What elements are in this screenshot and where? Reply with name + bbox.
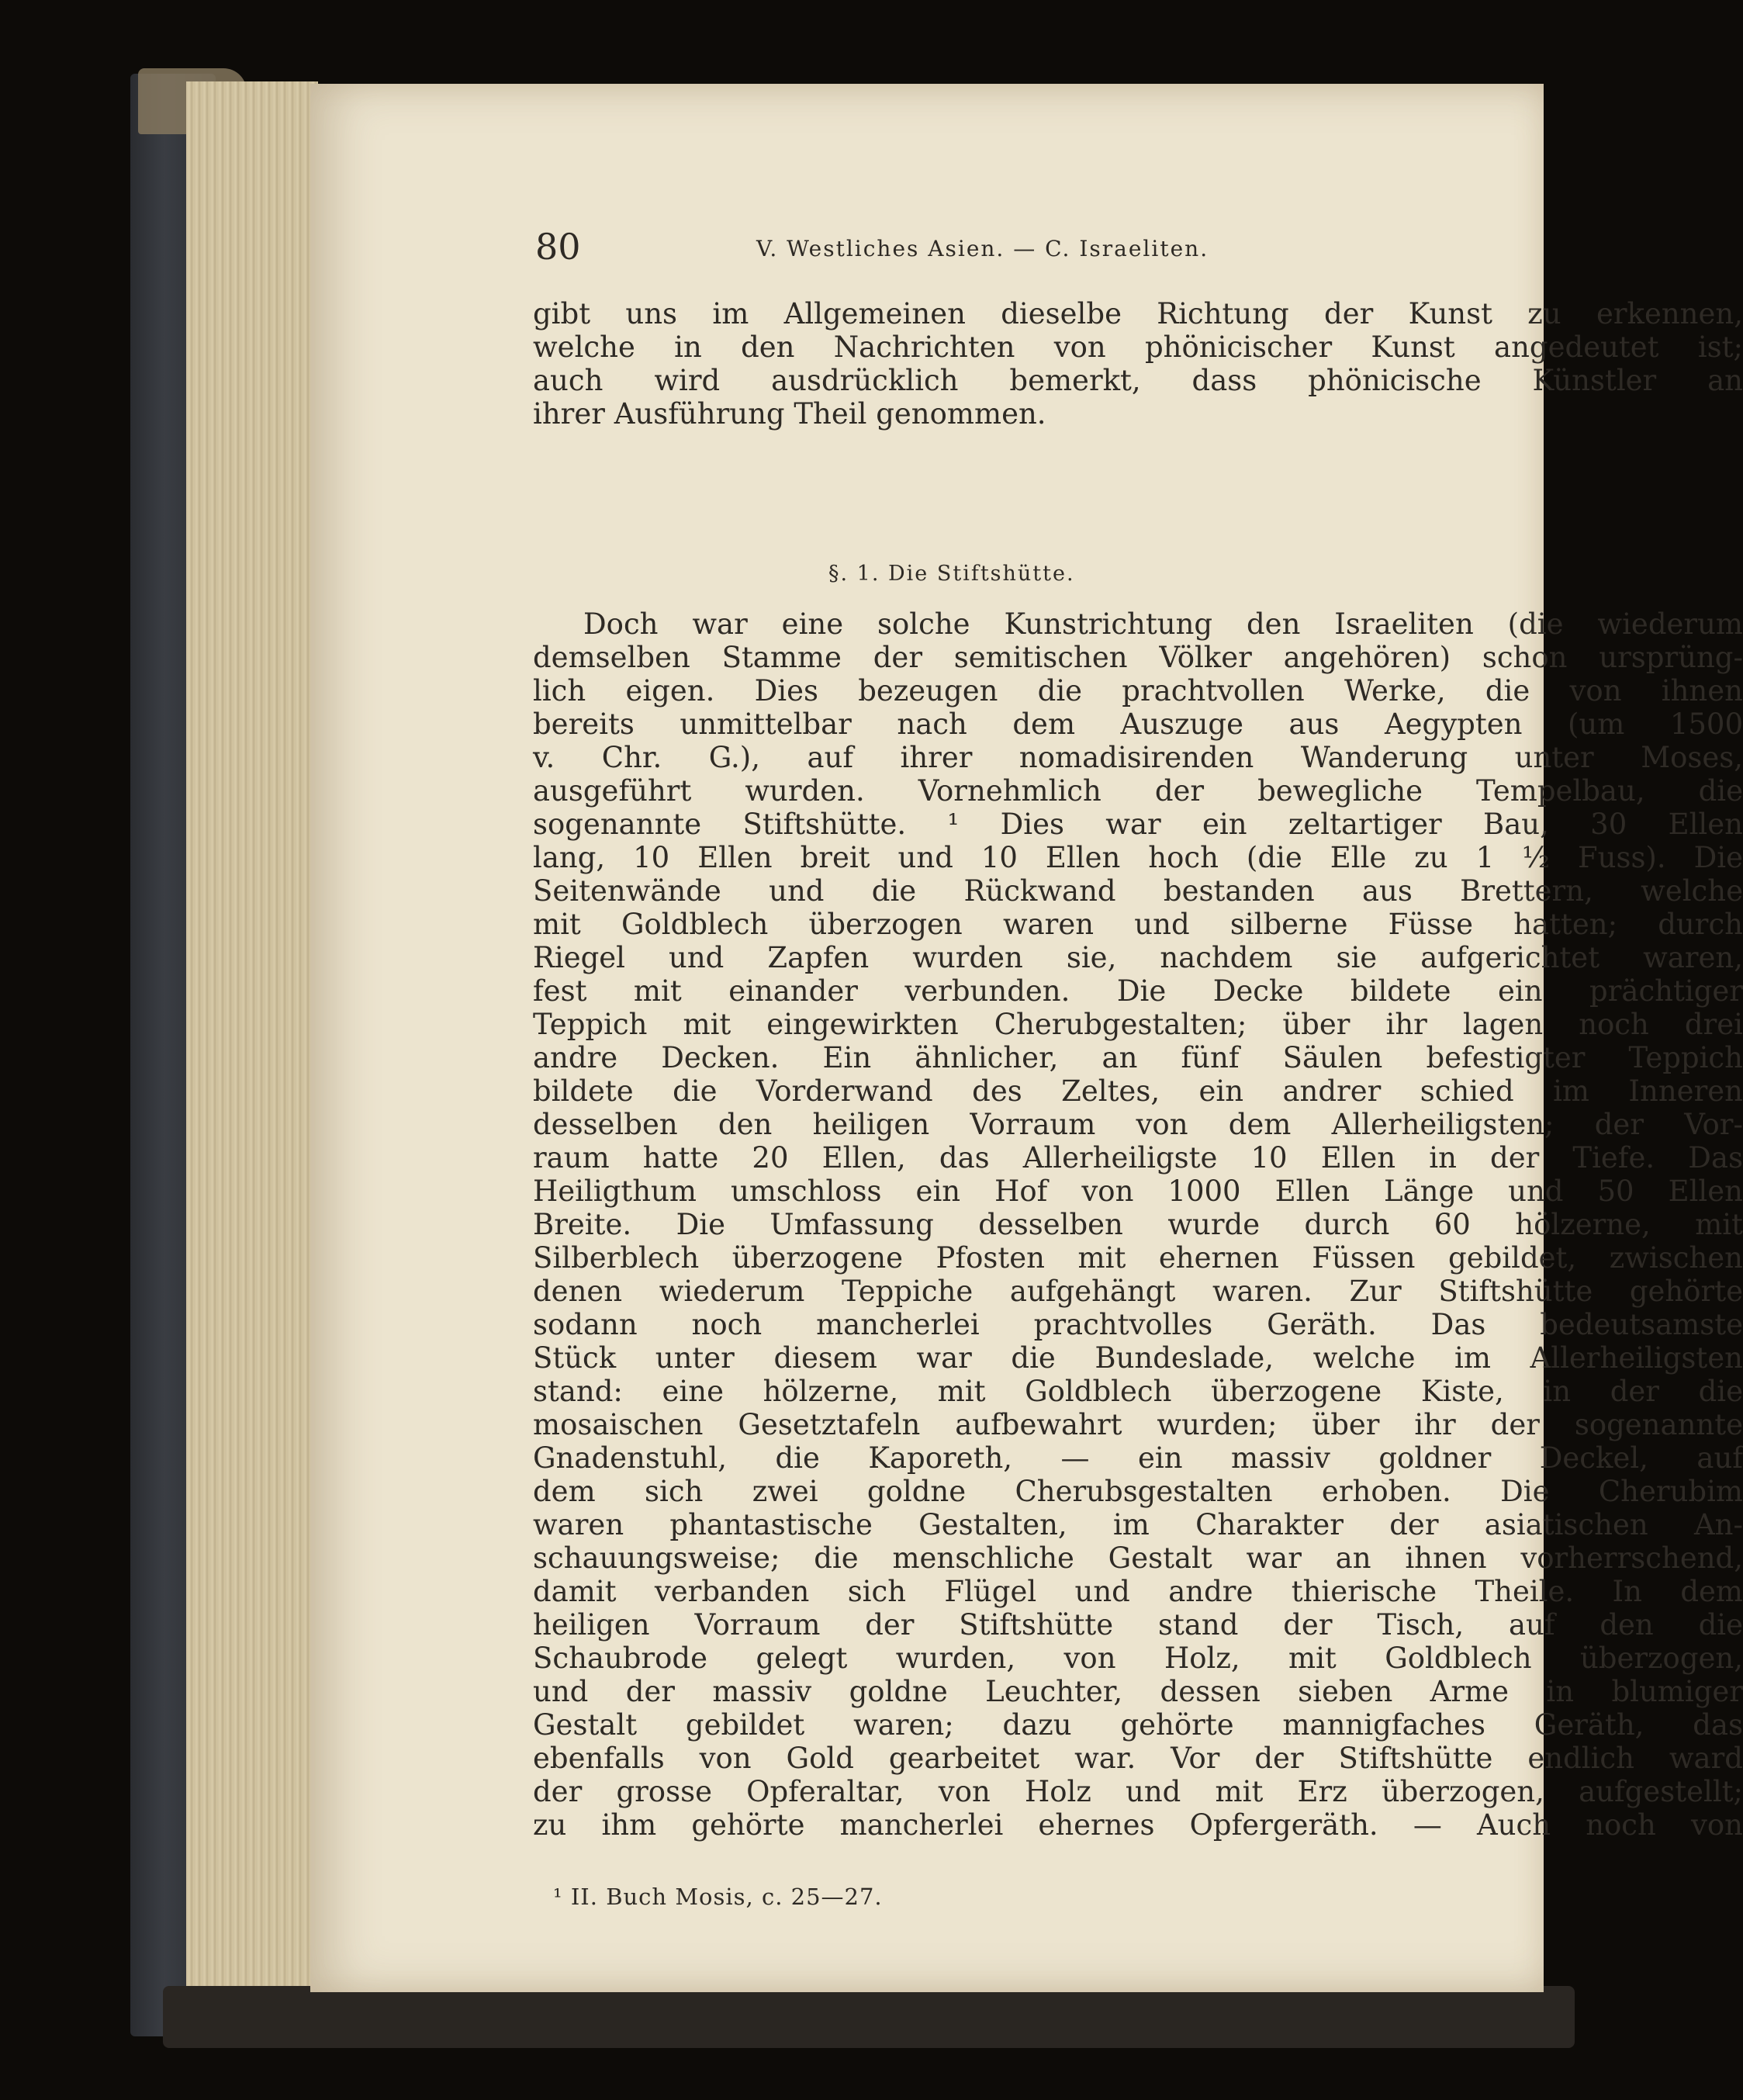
text-line: welche in den Nachrichten von phönicischer Kunst angedeutet ist; xyxy=(533,330,1743,364)
running-title: V. Westliches Asien. — C. Israeliten. xyxy=(756,236,1209,261)
text-line: lich eigen. Dies bezeugen die prachtvollen Werke, die von ihnen xyxy=(533,674,1743,707)
section-heading: §. 1. Die Stiftshütte. xyxy=(828,562,1075,586)
text-line: desselben den heiligen Vorraum von dem Allerheiligsten; der Vor- xyxy=(533,1108,1743,1141)
text-line: Gestalt gebildet waren; dazu gehörte mannigfaches Geräth, das xyxy=(533,1708,1743,1742)
book-page xyxy=(310,84,1743,1992)
text-line: damit verbanden sich Flügel und andre thierische Theile. In dem xyxy=(533,1575,1743,1608)
intro-paragraph xyxy=(533,297,1743,431)
text-line: Teppich mit eingewirkten Cherubgestalten; über ihr lagen noch drei xyxy=(533,1008,1743,1041)
text-line: demselben Stamme der semitischen Völker angehören) schon ursprüng- xyxy=(533,641,1743,674)
text-line: schauungsweise; die menschliche Gestalt war an ihnen vorherrschend, xyxy=(533,1541,1743,1575)
footnote: ¹ II. Buch Mosis, c. 25—27. xyxy=(553,1884,883,1910)
text-line: Heiligthum umschloss ein Hof von 1000 Ellen Länge und 50 Ellen xyxy=(533,1175,1743,1208)
text-line: gibt uns im Allgemeinen dieselbe Richtung der Kunst zu erkennen, xyxy=(533,297,1743,330)
text-line: Breite. Die Umfassung desselben wurde durch 60 hölzerne, mit xyxy=(533,1208,1743,1241)
text-line: zu ihm gehörte mancherlei ehernes Opfergeräth. — Auch noch von xyxy=(533,1808,1743,1842)
text-line: ihrer Ausführung Theil genommen. xyxy=(533,397,1046,431)
page-number: 80 xyxy=(535,226,581,268)
text-line: und der massiv goldne Leuchter, dessen sieben Arme in blumiger xyxy=(533,1675,1743,1708)
text-line: der grosse Opferaltar, von Holz und mit Erz überzogen, aufgestellt; xyxy=(533,1775,1743,1808)
text-line: raum hatte 20 Ellen, das Allerheiligste 10 Ellen in der Tiefe. Das xyxy=(533,1141,1743,1175)
text-line: v. Chr. G.), auf ihrer nomadisirenden Wanderung unter Moses, xyxy=(533,741,1743,774)
text-line: auch wird ausdrücklich bemerkt, dass phönicische Künstler an xyxy=(533,364,1743,397)
text-line: ebenfalls von Gold gearbeitet war. Vor der Stiftshütte endlich ward xyxy=(533,1742,1743,1775)
text-line: mosaischen Gesetztafeln aufbewahrt wurden; über ihr der sogenannte xyxy=(533,1408,1743,1441)
text-line: waren phantastische Gestalten, im Charakter der asiatischen An- xyxy=(533,1508,1743,1541)
book-cover-bottom xyxy=(163,1986,1575,2048)
text-line: bildete die Vorderwand des Zeltes, ein andrer schied im Inneren xyxy=(533,1074,1743,1108)
text-line: heiligen Vorraum der Stiftshütte stand der Tisch, auf den die xyxy=(533,1608,1743,1642)
page-edges xyxy=(186,81,318,2009)
main-paragraph xyxy=(533,607,1743,1842)
text-line: Gnadenstuhl, die Kaporeth, — ein massiv goldner Deckel, auf xyxy=(533,1441,1743,1475)
text-line: fest mit einander verbunden. Die Decke bildete ein prächtiger xyxy=(533,974,1743,1008)
text-line: andre Decken. Ein ähnlicher, an fünf Säulen befestigter Teppich xyxy=(533,1041,1743,1074)
text-line: Seitenwände und die Rückwand bestanden aus Brettern, welche xyxy=(533,874,1743,908)
text-line: ausgeführt wurden. Vornehmlich der bewegliche Tempelbau, die xyxy=(533,774,1743,808)
text-line: sodann noch mancherlei prachtvolles Geräth. Das bedeutsamste xyxy=(533,1308,1743,1341)
running-header xyxy=(310,223,1544,270)
text-line: Doch war eine solche Kunstrichtung den Israeliten (die wiederum xyxy=(583,607,1743,641)
text-line: Schaubrode gelegt wurden, von Holz, mit Goldblech überzogen, xyxy=(533,1642,1743,1675)
text-line: Silberblech überzogene Pfosten mit ehernen Füssen gebildet, zwischen xyxy=(533,1241,1743,1275)
text-line: stand: eine hölzerne, mit Goldblech überzogene Kiste, in der die xyxy=(533,1375,1743,1408)
text-line: Stück unter diesem war die Bundeslade, welche im Allerheiligsten xyxy=(533,1341,1743,1375)
text-line: mit Goldblech überzogen waren und silberne Füsse hatten; durch xyxy=(533,908,1743,941)
text-line: sogenannte Stiftshütte. ¹ Dies war ein zeltartiger Bau, 30 Ellen xyxy=(533,808,1743,841)
text-line: bereits unmittelbar nach dem Auszuge aus Aegypten (um 1500 xyxy=(533,707,1743,741)
text-line: Riegel und Zapfen wurden sie, nachdem sie aufgerichtet waren, xyxy=(533,941,1743,974)
text-line: dem sich zwei goldne Cherubsgestalten erhoben. Die Cherubim xyxy=(533,1475,1743,1508)
text-line: lang, 10 Ellen breit und 10 Ellen hoch (die Elle zu 1 ½ Fuss). Die xyxy=(533,841,1743,874)
text-line: denen wiederum Teppiche aufgehängt waren. Zur Stiftshütte gehörte xyxy=(533,1275,1743,1308)
